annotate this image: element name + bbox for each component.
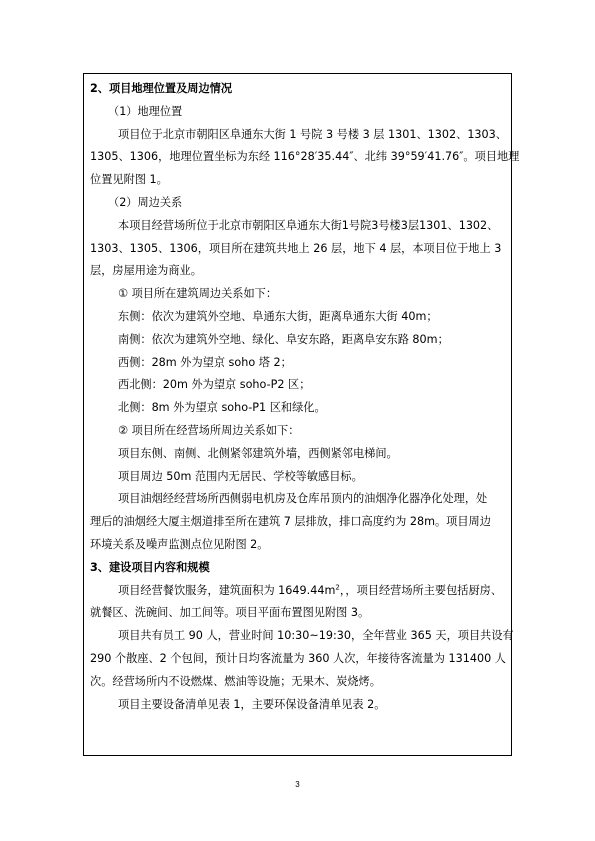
list-item: 西北侧：20m 外为望京 soho-P2 区； bbox=[118, 378, 311, 392]
section-heading: 3、建设项目内容和规模 bbox=[90, 560, 210, 574]
area-text-cont: ，，项目经营场所主要包括厨房、 bbox=[339, 583, 503, 597]
paragraph-line: 项目东侧、南侧、北侧紧邻建筑外墙，西侧紧邻电梯间。 bbox=[118, 446, 398, 460]
list-item: 东侧：依次为建筑外空地、阜通东大街，距离阜通东大街 40m； bbox=[118, 309, 438, 323]
paragraph-line: 本项目经营场所位于北京市朝阳区阜通东大街1号院3号楼3层1301、1302、 bbox=[118, 218, 499, 232]
paragraph-line: 项目共有员工 90 人，营业时间 10:30~19:30，全年营业 365 天，项目共设有 bbox=[118, 629, 514, 643]
paragraph-line: 项目主要设备清单见表 1，主要环保设备清单见表 2。 bbox=[118, 697, 386, 711]
paragraph-line: 环境关系及噪声监测点位见附图 2。 bbox=[90, 537, 269, 551]
paragraph-line: 项目位于北京市朝阳区阜通东大街 1 号院 3 号楼 3 层 1301、1302、1303、 bbox=[118, 127, 507, 141]
paragraph-line: 层，房屋用途为商业。 bbox=[90, 264, 202, 278]
paragraph-line: 位置见附图 1。 bbox=[90, 173, 168, 187]
list-heading: ② 项目所在经营场所周边关系如下： bbox=[118, 423, 300, 437]
paragraph-line bbox=[90, 580, 508, 603]
paragraph-line: 项目油烟经经营场所西侧弱电机房及仓库吊顶内的油烟净化器净化处理，处 bbox=[118, 492, 488, 506]
list-heading: ① 项目所在建筑周边关系如下： bbox=[118, 287, 278, 301]
paragraph-line: 就餐区、洗碗间、加工间等。项目平面布置图见附图 3。 bbox=[90, 606, 370, 620]
section-heading: 2、项目地理位置及周边情况 bbox=[90, 82, 233, 95]
paragraph-line: 1305、1306，地理位置坐标为东经 116°28′35.44″、北纬 39°59′41.76″。项目地理 bbox=[90, 150, 520, 164]
paragraph-line: 项目周边 50m 范围内无居民、学校等敏感目标。 bbox=[118, 469, 363, 483]
subheading: （2）周边关系 bbox=[108, 195, 183, 209]
document-body bbox=[90, 78, 520, 716]
area-text: 项目经营餐饮服务，建筑面积为 1649.44m bbox=[118, 583, 336, 597]
paragraph-line: 次。经营场所内不设燃煤、燃油等设施；无果木、炭烧烤。 bbox=[90, 674, 381, 688]
paragraph-line: 理后的油烟经大厦主烟道排至所在建筑 7 层排放，排口高度约为 28m。项目周边 bbox=[90, 515, 491, 529]
superscript: 2 bbox=[335, 582, 340, 591]
paragraph-line: 1303、1305、1306，项目所在建筑共地上 26 层，地下 4 层，本项目位于地上 3 bbox=[90, 241, 502, 255]
paragraph-line: 290 个散座、2 个包间，预计日均客流量为 360 人次，年接待客流量为 131400 人 bbox=[90, 651, 506, 665]
list-item: 南侧：依次为建筑外空地、绿化、阜安东路，距离阜安东路 80m； bbox=[118, 332, 449, 346]
page-number: 3 bbox=[295, 780, 300, 789]
list-item: 北侧：8m 外为望京 soho-P1 区和绿化。 bbox=[118, 401, 326, 415]
subheading: （1）地理位置 bbox=[108, 104, 183, 118]
list-item: 西侧：28m 外为望京 soho 塔 2； bbox=[118, 355, 292, 369]
